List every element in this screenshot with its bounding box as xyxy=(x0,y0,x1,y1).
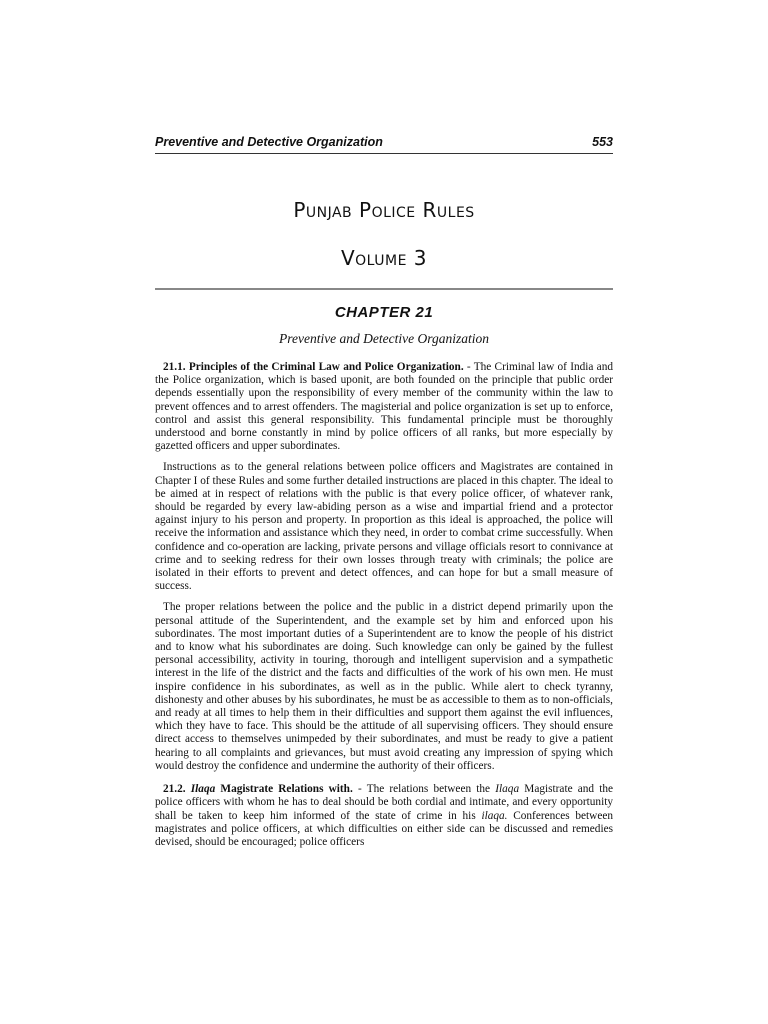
heading-dash: - xyxy=(352,783,367,796)
italic-term: ilaqa. xyxy=(481,809,508,822)
section-21-2 xyxy=(155,783,613,849)
paragraph: Instructions as to the general relations between police officers and Magistrates are contained in Chapter I of these Rules and some further detailed instructions are placed in this chapter. The ideal to be aimed at in respect of relations with the public is that every police officer, of whatever rank, should be regarded by every law-abiding person as a wise and impartial friend and a protector against injury to his person and property. In proportion as this ideal is approached, the police will receive the information and assistance which they need, in order to combat crime successfully. When confidence and co-operation are lacking, private persons and village officials resort to connivance at crime and to seeking redress for their own losses through treaty with criminals; the police are isolated in their efforts to prevent and detect offences, and can hope for but a small measure of success. xyxy=(155,461,613,593)
section-21-1 xyxy=(155,361,613,453)
paragraph-text: Magistrate and the police officers with whom he has to deal should be both cordial and intimate, and every opportunity shall be taken to keep him informed of the state of crime in his xyxy=(155,783,614,822)
section-heading: 21.1. Principles of the Criminal Law and Police Organization. xyxy=(163,361,464,373)
paragraph: The proper relations between the police and the public in a district depend primarily upon the personal attitude of the Superintendent, and the example set by him and enforced upon his subordinates. The most important duties of a Superintendent are to know the people of his district and to know what his subordinates are doing. Such knowledge can only be gained by the fullest personal accessibility, activity in touring, thorough and intelligent supervision and a sympathetic interest in the life of the district and the facts and difficulties of the work of his own men. He must inspire confidence in his subordinates, as well as in the public. While alert to check tyranny, dishonesty and other abuses by his subordinates, he must be as accessible to them as to non-officials, and ready at all times to help them in their difficulties and support them against the evil influences, which they have to face. This should be the attitude of all supervising officers. They should ensure direct access to themselves unimpeded by their subordinates, and must be ready to give a patient hearing to all complaints and grievances, but must avoid creating any impression of spying which would destroy the confidence and undermine the authority of their officers. xyxy=(155,601,613,772)
section-heading: Magistrate Relations with. xyxy=(220,783,353,796)
running-header xyxy=(155,135,613,154)
document-page xyxy=(155,135,613,857)
document-title: Punjab Police Rules xyxy=(293,198,475,222)
paragraph-text: The relations between the xyxy=(366,783,491,796)
title-divider xyxy=(155,288,613,290)
section-heading-italic: Ilaqa xyxy=(190,783,216,796)
section-number: 21.2. xyxy=(163,783,186,796)
italic-term: Ilaqa xyxy=(495,783,520,796)
chapter-subtitle: Preventive and Detective Organization xyxy=(278,331,490,346)
chapter-heading: CHAPTER 21 xyxy=(334,304,434,321)
body-text xyxy=(155,361,613,849)
paragraph-text: The Criminal law of India and the Police organization, which is based uponit, are both founded on the principle that public order depends essentially upon the responsibility of every member of the community within the law to prevent offences and to arrest offenders. The magisterial and police organization is set up to enforce, control and assist this general responsibility. This fundamental principle must be thoroughly understood and borne constantly in mind by police officers of all ranks, but more especially by gazetted officers and upper subordinates. xyxy=(155,361,613,453)
volume-label: Volume 3 xyxy=(340,246,428,270)
running-title: Preventive and Detective Organization xyxy=(155,135,383,149)
paragraph-text: Conferences between magistrates and police officers, at which difficulties on either side can be discussed and remedies devised, should be encouraged; police officers xyxy=(155,809,614,848)
heading-dash: - xyxy=(463,361,474,373)
page-number: 553 xyxy=(592,135,613,149)
